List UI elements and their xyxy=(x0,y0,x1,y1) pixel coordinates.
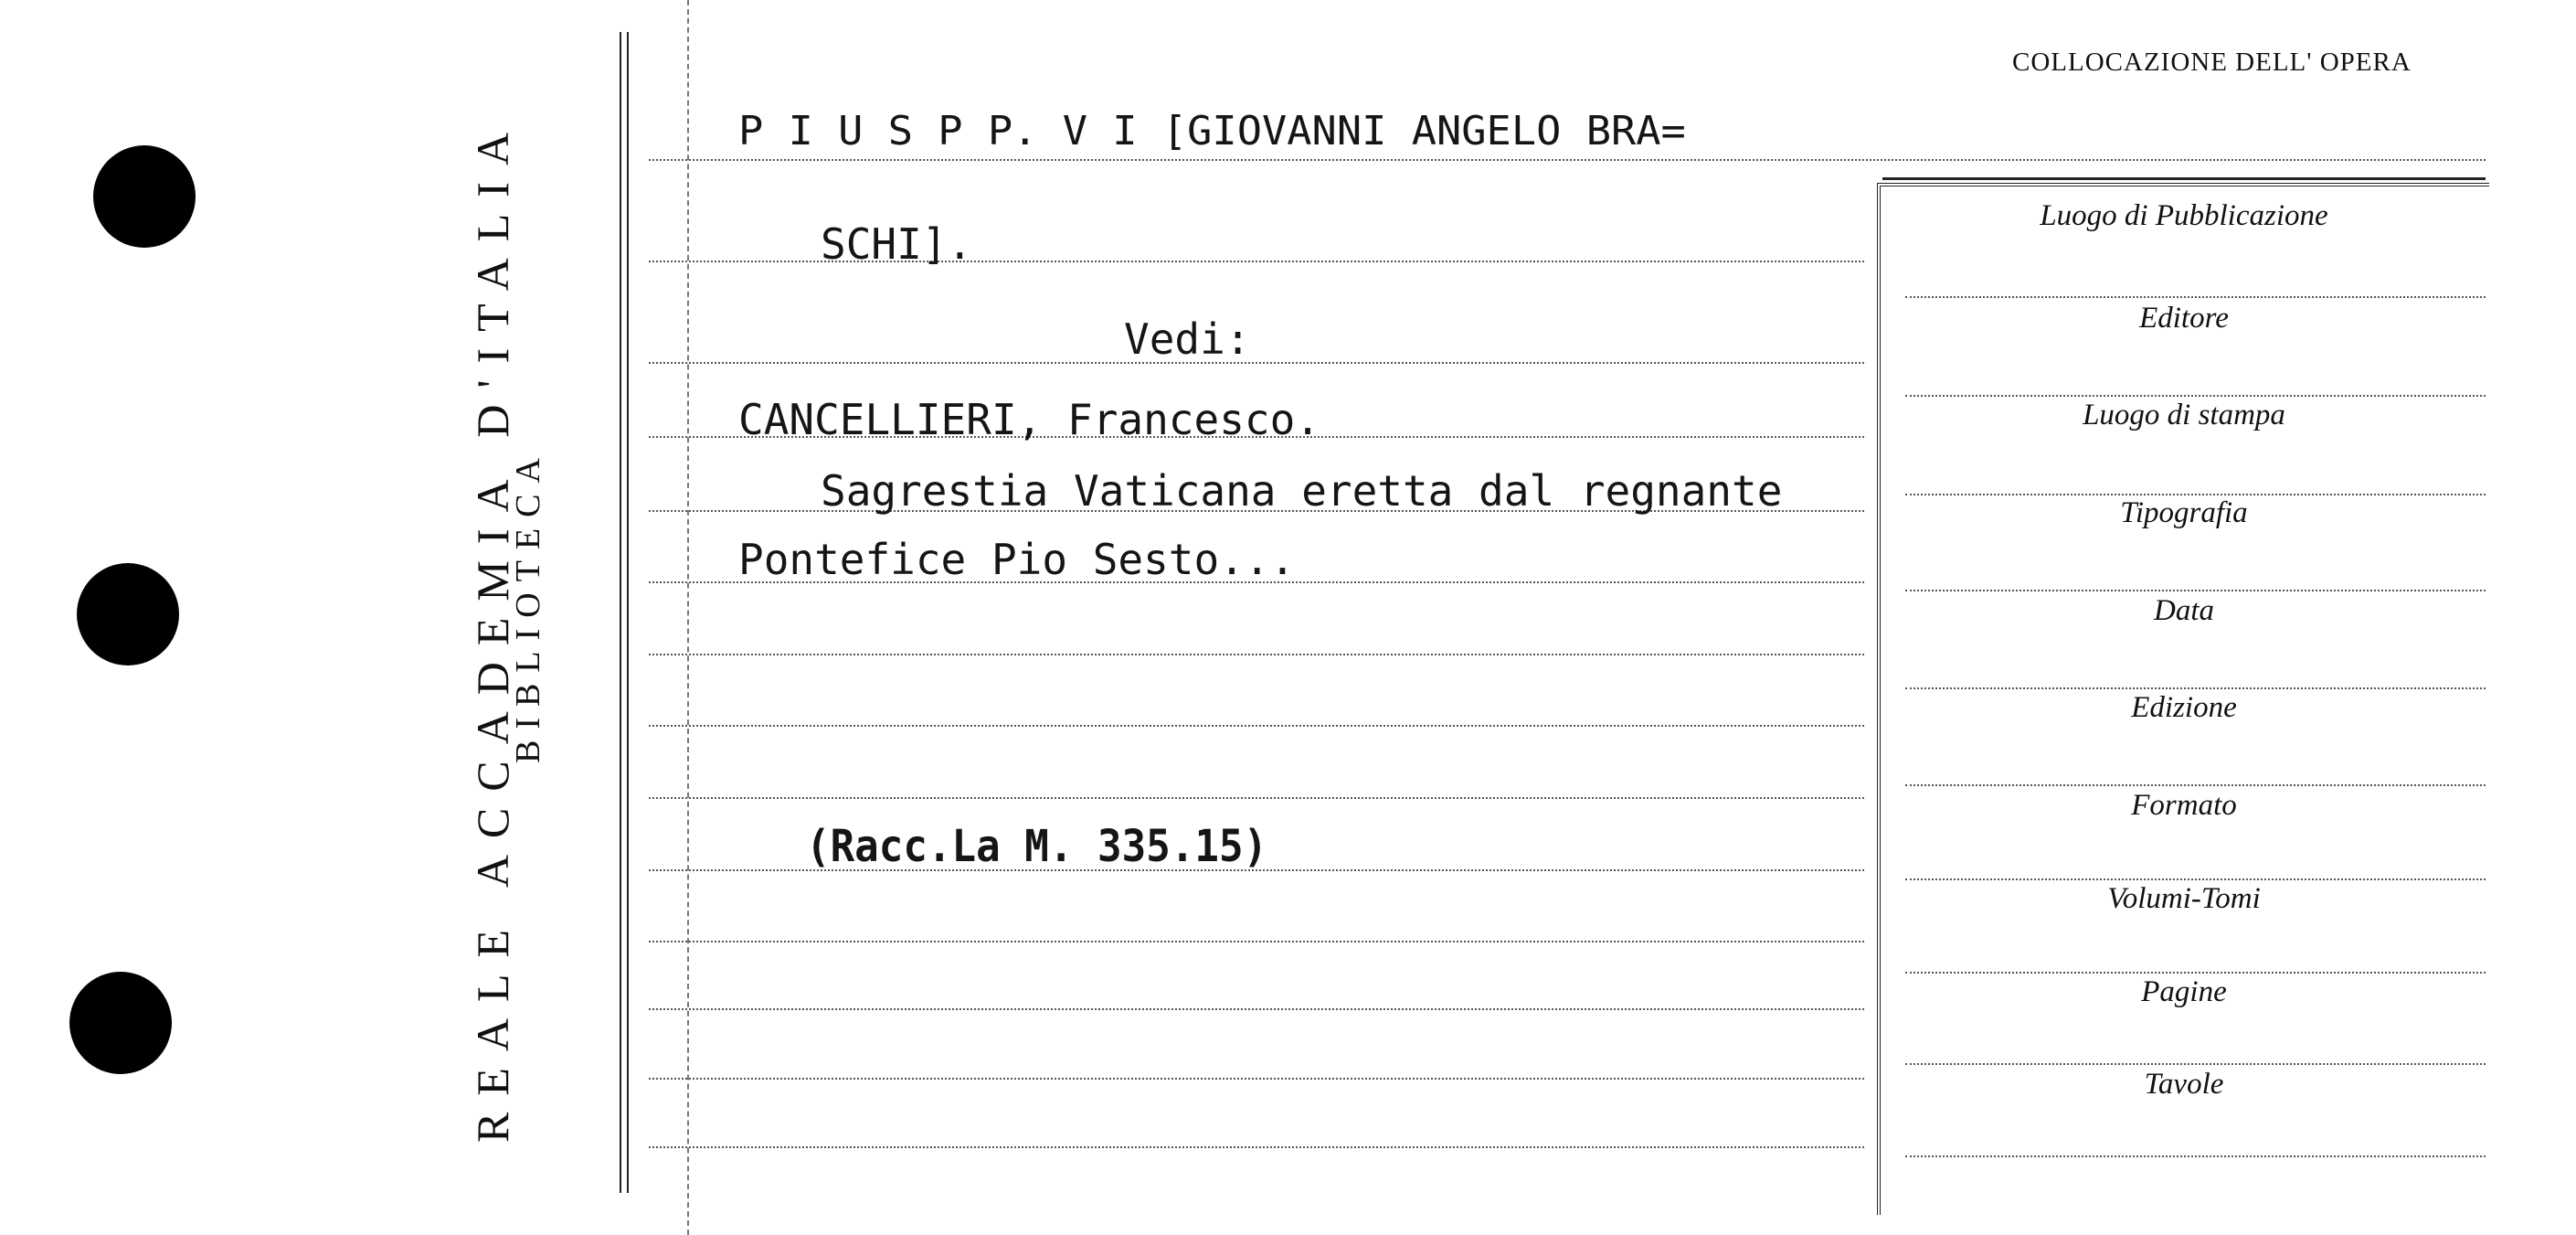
writing-line xyxy=(649,1008,1864,1010)
margin-dashed-rule xyxy=(687,0,689,1235)
writing-line xyxy=(649,159,2486,161)
margin-rule-right xyxy=(627,32,629,1193)
library-name: BIBLIOTECA xyxy=(509,447,547,763)
field-line xyxy=(1905,590,2486,591)
field-line xyxy=(1905,784,2486,786)
field-label-volumes: Volumi-Tomi xyxy=(2107,882,2261,915)
field-label-place-of-publication: Luogo di Pubblicazione xyxy=(2040,199,2328,232)
entry-title-line-2: Pontefice Pio Sesto... xyxy=(738,535,1296,584)
entry-author: CANCELLIERI, Francesco. xyxy=(738,395,1320,444)
field-label-printer: Tipografia xyxy=(2120,496,2248,529)
field-line xyxy=(1905,395,2486,397)
writing-line xyxy=(649,362,1864,364)
field-line xyxy=(1905,1155,2486,1157)
writing-line xyxy=(649,725,1864,727)
field-label-format: Formato xyxy=(2131,789,2237,822)
punch-hole-middle xyxy=(77,563,179,665)
writing-line xyxy=(649,654,1864,655)
entry-see-reference: Vedi: xyxy=(1124,314,1251,364)
field-label-pages: Pagine xyxy=(2141,975,2227,1008)
entry-heading-line-2: SCHI]. xyxy=(821,219,973,269)
field-line xyxy=(1905,878,2486,880)
writing-line xyxy=(649,941,1864,942)
entry-heading-line-1: P I U S P P. V I [GIOVANNI ANGELO BRA= xyxy=(738,108,1686,154)
field-line xyxy=(1905,1063,2486,1065)
institution-name: REALE ACCADEMIA D'ITALIA xyxy=(467,115,518,1143)
punch-hole-top xyxy=(93,145,196,248)
field-line xyxy=(1905,972,2486,974)
field-line xyxy=(1905,296,2486,298)
field-label-date: Data xyxy=(2154,594,2214,627)
panel-top-rule xyxy=(1882,177,2486,180)
field-label-edition: Edizione xyxy=(2131,691,2237,724)
entry-title-line-1: Sagrestia Vaticana eretta dal regnante xyxy=(821,466,1783,516)
field-label-place-of-printing: Luogo di stampa xyxy=(2083,399,2285,431)
margin-rule-left xyxy=(620,32,621,1193)
location-header: COLLOCAZIONE DELL' OPERA xyxy=(2012,48,2412,77)
field-label-plates: Tavole xyxy=(2144,1068,2224,1101)
writing-line xyxy=(649,797,1864,799)
field-line xyxy=(1905,494,2486,495)
field-line xyxy=(1905,687,2486,689)
punch-hole-bottom xyxy=(69,972,172,1074)
field-label-publisher: Editore xyxy=(2139,302,2229,335)
writing-line xyxy=(649,1078,1864,1080)
entry-shelfmark: (Racc.La M. 335.15) xyxy=(806,821,1268,872)
writing-line xyxy=(649,1146,1864,1148)
